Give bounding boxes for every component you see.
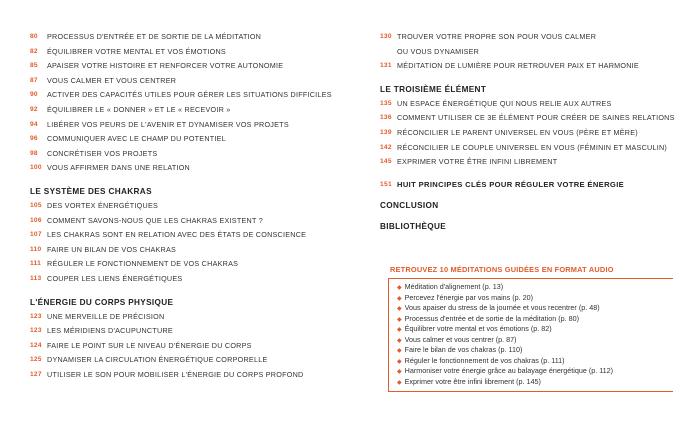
page-number: 139 bbox=[380, 128, 392, 136]
page-number: 135 bbox=[380, 99, 392, 107]
diamond-bullet-icon: ◆ bbox=[397, 327, 402, 333]
toc-section-chakras bbox=[30, 199, 360, 287]
toc-entry[interactable] bbox=[30, 339, 360, 354]
toc-entry-continuation bbox=[380, 45, 680, 60]
toc-entry[interactable] bbox=[30, 228, 360, 243]
section-heading-body-energy: L'ÉNERGIE DU CORPS PHYSIQUE bbox=[30, 297, 174, 307]
page-number: 85 bbox=[30, 62, 38, 70]
audio-item-label: Vous apaiser du stress de la journée et vous recentrer (p. 48) bbox=[404, 303, 600, 312]
page-number: 96 bbox=[30, 135, 38, 143]
entry-title: COMMENT SAVONS-NOUS QUE LES CHAKRAS EXISTENT ? bbox=[47, 215, 263, 225]
toc-entry[interactable] bbox=[30, 132, 360, 147]
audio-item-label: Harmoniser votre énergie grâce au balayage énergétique (p. 112) bbox=[404, 366, 614, 375]
entry-title: FAIRE UN BILAN DE VOS CHAKRAS bbox=[47, 244, 177, 254]
entry-title: COMMUNIQUER AVEC LE CHAMP DU POTENTIEL bbox=[47, 134, 226, 144]
toc-entries-top bbox=[30, 30, 360, 176]
audio-item[interactable] bbox=[397, 335, 613, 346]
toc-entry[interactable] bbox=[30, 59, 360, 74]
entry-title: DES VORTEX ÉNERGÉTIQUES bbox=[47, 200, 159, 210]
toc-entry-principles[interactable] bbox=[380, 178, 680, 193]
diamond-bullet-icon: ◆ bbox=[397, 295, 402, 302]
page-number: 124 bbox=[30, 341, 42, 349]
entry-title: FAIRE LE POINT SUR LE NIVEAU D'ÉNERGIE DU CORPS bbox=[47, 340, 252, 350]
toc-entry[interactable] bbox=[30, 199, 360, 214]
diamond-bullet-icon: ◆ bbox=[397, 379, 402, 386]
page-number: 110 bbox=[30, 245, 42, 253]
toc-entry[interactable] bbox=[30, 214, 360, 229]
entry-title: UTILISER LE SON POUR MOBILISER L'ÉNERGIE DU CORPS PROFOND bbox=[47, 369, 304, 379]
entry-title: COMMENT UTILISER CE 3E ÉLÉMENT POUR CRÉER DE SAINES RELATIONS bbox=[397, 113, 675, 123]
audio-item[interactable] bbox=[397, 366, 613, 377]
page-number: 90 bbox=[30, 91, 38, 99]
page-number: 130 bbox=[380, 33, 392, 40]
toc-entry[interactable] bbox=[380, 59, 680, 74]
entry-title: PROCESSUS D'ENTRÉE ET DE SORTIE DE LA MÉDITATION bbox=[47, 32, 262, 41]
entry-title: TROUVER VOTRE PROPRE SON POUR VOUS CALMER bbox=[397, 32, 597, 41]
entry-title-continued: OU VOUS DYNAMISER bbox=[397, 46, 480, 56]
entry-title: ACTIVER DES CAPACITÉS UTILES POUR GÉRER LES SITUATIONS DIFFICILES bbox=[47, 90, 332, 100]
entry-title: EXPRIMER VOTRE ÊTRE INFINI LIBREMENT bbox=[397, 157, 558, 167]
page-number: 82 bbox=[30, 47, 38, 55]
entry-title: UNE MERVEILLE DE PRÉCISION bbox=[47, 311, 165, 321]
audio-item[interactable] bbox=[397, 314, 613, 325]
audio-list bbox=[397, 282, 613, 387]
page-number: 123 bbox=[30, 312, 42, 320]
audio-item[interactable] bbox=[397, 282, 613, 293]
diamond-bullet-icon: ◆ bbox=[397, 316, 402, 323]
page-number: 87 bbox=[30, 76, 38, 84]
toc-entry[interactable] bbox=[30, 74, 360, 89]
page-number: 100 bbox=[30, 164, 42, 172]
audio-item-label: Percevez l'énergie par vos mains (p. 20) bbox=[404, 292, 534, 302]
audio-item[interactable] bbox=[397, 345, 613, 356]
toc-entry[interactable] bbox=[380, 111, 680, 126]
toc-entry[interactable] bbox=[30, 103, 360, 118]
section-heading-third-element: LE TROISIÈME ÉLÉMENT bbox=[380, 84, 487, 94]
entry-title: LIBÉRER VOS PEURS DE L'AVENIR ET DYNAMISER VOS PROJETS bbox=[47, 119, 289, 129]
page-number: 136 bbox=[380, 114, 392, 122]
section-heading-chakras: LE SYSTÈME DES CHAKRAS bbox=[30, 186, 152, 196]
page-number: 106 bbox=[30, 216, 42, 224]
toc-entry[interactable] bbox=[30, 30, 360, 45]
toc-section-third-element bbox=[380, 97, 680, 170]
entry-title: DYNAMISER LA CIRCULATION ÉNERGÉTIQUE CORPORELLE bbox=[47, 355, 268, 365]
diamond-bullet-icon: ◆ bbox=[397, 285, 402, 291]
diamond-bullet-icon: ◆ bbox=[397, 358, 402, 365]
page-number: 131 bbox=[380, 62, 392, 70]
diamond-bullet-icon: ◆ bbox=[397, 348, 402, 354]
toc-entry[interactable] bbox=[380, 141, 680, 156]
diamond-bullet-icon: ◆ bbox=[397, 369, 402, 375]
page-number: 94 bbox=[30, 120, 38, 128]
toc-entry[interactable] bbox=[380, 126, 680, 141]
toc-conclusion[interactable]: CONCLUSION bbox=[380, 201, 439, 211]
entry-title: VOUS CALMER ET VOUS CENTRER bbox=[47, 75, 177, 85]
audio-item[interactable] bbox=[397, 324, 613, 335]
page-number: 80 bbox=[30, 33, 38, 40]
toc-section-body-energy bbox=[30, 310, 360, 383]
page-number: 111 bbox=[30, 260, 42, 268]
toc-entry[interactable] bbox=[380, 155, 680, 170]
audio-item-label: Réguler le fonctionnement de vos chakras (p. 111) bbox=[404, 355, 565, 365]
page-number: 151 bbox=[380, 180, 393, 188]
toc-bibliography[interactable]: BIBLIOTHÈQUE bbox=[380, 222, 447, 232]
entry-title: VOUS AFFIRMER DANS UNE RELATION bbox=[47, 163, 190, 173]
toc-entry[interactable] bbox=[380, 30, 680, 45]
entry-title: ÉQUILIBRER VOTRE MENTAL ET VOS ÉMOTIONS bbox=[47, 46, 226, 56]
toc-entry[interactable] bbox=[30, 368, 360, 383]
entry-title: LES CHAKRAS SONT EN RELATION AVEC DES ÉTATS DE CONSCIENCE bbox=[47, 230, 307, 240]
entry-title: RÉGULER LE FONCTIONNEMENT DE VOS CHAKRAS bbox=[47, 259, 239, 269]
toc-left-column bbox=[30, 30, 360, 382]
entry-title: RÉCONCILIER LE PARENT UNIVERSEL EN VOUS (PÈRE ET MÈRE) bbox=[397, 127, 638, 137]
toc-right-column bbox=[380, 30, 680, 234]
page-number: 125 bbox=[30, 356, 42, 364]
toc-entry[interactable] bbox=[30, 88, 360, 103]
audio-item[interactable] bbox=[397, 356, 613, 367]
audio-item-label: Vous calmer et vous centrer (p. 87) bbox=[404, 334, 517, 344]
audio-item-label: Équilibrer votre mental et vos émotions (p. 82) bbox=[404, 324, 552, 333]
page-number: 113 bbox=[30, 274, 42, 282]
audio-item-label: Méditation d'alignement (p. 13) bbox=[404, 282, 504, 291]
page-number: 92 bbox=[30, 105, 38, 113]
entry-title: APAISER VOTRE HISTOIRE ET RENFORCER VOTRE AUTONOMIE bbox=[47, 61, 284, 71]
page-number: 127 bbox=[30, 370, 42, 378]
entry-title: UN ESPACE ÉNERGÉTIQUE QUI NOUS RELIE AUX AUTRES bbox=[397, 98, 612, 108]
entry-title: RÉCONCILIER LE COUPLE UNIVERSEL EN VOUS (FÉMININ ET MASCULIN) bbox=[397, 142, 668, 152]
entry-title: CONCRÉTISER VOS PROJETS bbox=[47, 148, 158, 158]
entry-title: HUIT PRINCIPES CLÉS POUR RÉGULER VOTRE ÉNERGIE bbox=[397, 179, 625, 189]
toc-entry[interactable] bbox=[30, 257, 360, 272]
page-number: 123 bbox=[30, 327, 42, 335]
page-number: 145 bbox=[380, 158, 392, 166]
toc-entry[interactable] bbox=[30, 118, 360, 133]
toc-entry[interactable] bbox=[30, 310, 360, 325]
audio-item-label: Exprimer votre être infini librement (p. 145) bbox=[404, 376, 541, 386]
entry-title: ÉQUILIBRER LE « DONNER » ET LE « RECEVOIR » bbox=[47, 104, 231, 114]
diamond-bullet-icon: ◆ bbox=[397, 306, 402, 312]
toc-entry[interactable] bbox=[30, 243, 360, 258]
toc-entry[interactable] bbox=[30, 45, 360, 60]
toc-entry[interactable] bbox=[30, 324, 360, 339]
page-number: 98 bbox=[30, 149, 38, 157]
audio-item[interactable] bbox=[397, 293, 613, 304]
page-number: 105 bbox=[30, 201, 42, 209]
audio-section-title: RETROUVEZ 10 MÉDITATIONS GUIDÉES EN FORMAT AUDIO bbox=[390, 265, 614, 274]
diamond-bullet-icon: ◆ bbox=[397, 337, 402, 344]
audio-item[interactable] bbox=[397, 303, 613, 314]
entry-title: LES MÉRIDIENS D'ACUPUNCTURE bbox=[47, 326, 173, 336]
audio-item-label: Processus d'entrée et de sortie de la méditation (p. 80) bbox=[404, 313, 579, 323]
audio-item[interactable] bbox=[397, 377, 613, 388]
page-number: 142 bbox=[380, 143, 392, 151]
page-number: 107 bbox=[30, 231, 42, 239]
toc-entry[interactable] bbox=[380, 97, 680, 112]
audio-item-label: Faire le bilan de vos chakras (p. 110) bbox=[404, 345, 523, 354]
toc-entry[interactable] bbox=[30, 272, 360, 287]
entry-title: COUPER LES LIENS ÉNERGÉTIQUES bbox=[47, 273, 183, 283]
toc-entry[interactable] bbox=[30, 161, 360, 176]
toc-entry[interactable] bbox=[30, 353, 360, 368]
entry-title: MÉDITATION DE LUMIÈRE POUR RETROUVER PAIX ET HARMONIE bbox=[397, 61, 639, 71]
toc-entry[interactable] bbox=[30, 147, 360, 162]
